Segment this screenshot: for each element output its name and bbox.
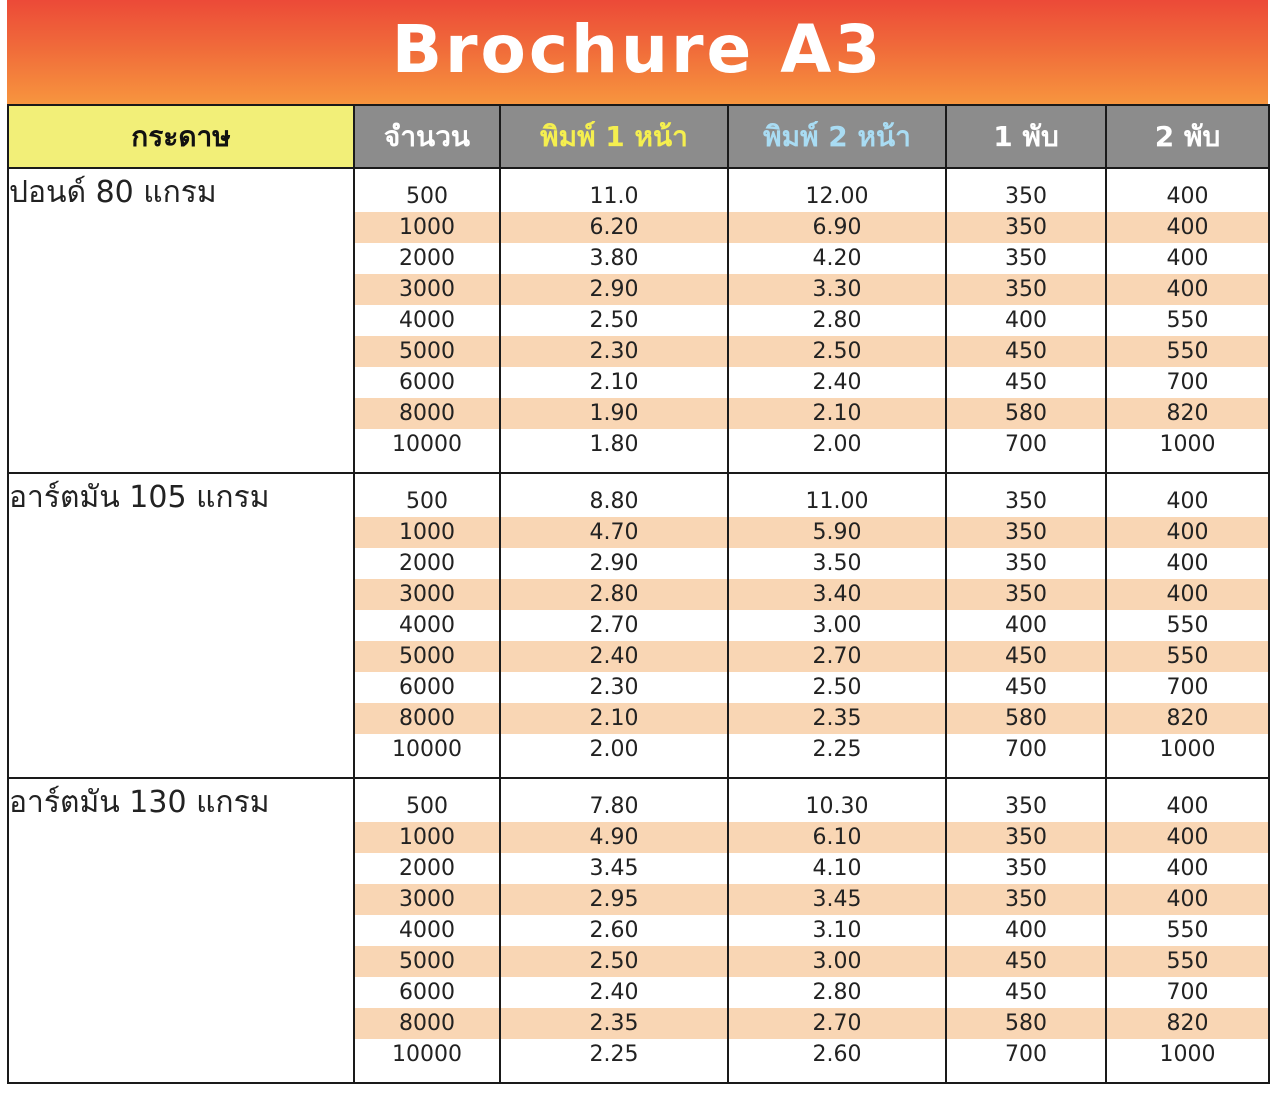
quantity-cell: 3000 (354, 884, 500, 915)
print-one-side-cell: 2.30 (500, 336, 728, 367)
one-fold-cell: 350 (946, 212, 1106, 243)
two-folds-cell: 400 (1106, 168, 1269, 212)
two-folds-cell: 550 (1106, 336, 1269, 367)
print-one-side-cell: 8.80 (500, 473, 728, 517)
quantity-cell: 5000 (354, 946, 500, 977)
print-two-sides-cell: 3.30 (728, 274, 946, 305)
two-folds-cell: 550 (1106, 641, 1269, 672)
quantity-cell: 6000 (354, 367, 500, 398)
one-fold-cell: 400 (946, 305, 1106, 336)
print-two-sides-cell: 2.80 (728, 305, 946, 336)
print-one-side-cell: 2.40 (500, 641, 728, 672)
print-one-side-cell: 2.10 (500, 703, 728, 734)
print-one-side-cell: 11.0 (500, 168, 728, 212)
print-two-sides-cell: 6.90 (728, 212, 946, 243)
quantity-cell: 500 (354, 473, 500, 517)
two-folds-cell: 400 (1106, 884, 1269, 915)
print-two-sides-cell: 6.10 (728, 822, 946, 853)
one-fold-cell: 450 (946, 672, 1106, 703)
one-fold-cell: 350 (946, 579, 1106, 610)
one-fold-cell: 450 (946, 336, 1106, 367)
quantity-cell: 4000 (354, 305, 500, 336)
print-one-side-cell: 2.25 (500, 1039, 728, 1083)
two-folds-cell: 400 (1106, 517, 1269, 548)
header-row (8, 105, 1269, 168)
print-one-side-cell: 6.20 (500, 212, 728, 243)
one-fold-cell: 450 (946, 367, 1106, 398)
one-fold-cell: 350 (946, 168, 1106, 212)
quantity-cell: 8000 (354, 703, 500, 734)
price-table (7, 104, 1270, 1084)
one-fold-cell: 350 (946, 884, 1106, 915)
quantity-cell: 5000 (354, 641, 500, 672)
one-fold-cell: 350 (946, 274, 1106, 305)
table-row (8, 168, 1269, 212)
print-one-side-cell: 4.70 (500, 517, 728, 548)
two-folds-cell: 400 (1106, 243, 1269, 274)
quantity-cell: 8000 (354, 1008, 500, 1039)
two-folds-cell: 700 (1106, 977, 1269, 1008)
one-fold-cell: 350 (946, 473, 1106, 517)
print-one-side-cell: 7.80 (500, 778, 728, 822)
header-one-fold: 1 พับ (946, 105, 1106, 168)
two-folds-cell: 1000 (1106, 734, 1269, 778)
print-two-sides-cell: 2.70 (728, 1008, 946, 1039)
header-print-one-side: พิมพ์ 1 หน้า (500, 105, 728, 168)
two-folds-cell: 700 (1106, 672, 1269, 703)
header-two-folds: 2 พับ (1106, 105, 1269, 168)
print-one-side-cell: 3.45 (500, 853, 728, 884)
quantity-cell: 3000 (354, 579, 500, 610)
print-one-side-cell: 2.50 (500, 305, 728, 336)
print-two-sides-cell: 10.30 (728, 778, 946, 822)
two-folds-cell: 400 (1106, 853, 1269, 884)
two-folds-cell: 820 (1106, 703, 1269, 734)
print-two-sides-cell: 2.70 (728, 641, 946, 672)
quantity-cell: 5000 (354, 336, 500, 367)
print-one-side-cell: 1.80 (500, 429, 728, 473)
one-fold-cell: 450 (946, 977, 1106, 1008)
two-folds-cell: 400 (1106, 212, 1269, 243)
two-folds-cell: 400 (1106, 473, 1269, 517)
print-two-sides-cell: 2.10 (728, 398, 946, 429)
two-folds-cell: 550 (1106, 946, 1269, 977)
quantity-cell: 3000 (354, 274, 500, 305)
two-folds-cell: 820 (1106, 398, 1269, 429)
one-fold-cell: 580 (946, 398, 1106, 429)
print-one-side-cell: 4.90 (500, 822, 728, 853)
quantity-cell: 2000 (354, 243, 500, 274)
one-fold-cell: 700 (946, 429, 1106, 473)
two-folds-cell: 550 (1106, 915, 1269, 946)
print-one-side-cell: 2.70 (500, 610, 728, 641)
print-two-sides-cell: 2.50 (728, 336, 946, 367)
print-one-side-cell: 2.95 (500, 884, 728, 915)
quantity-cell: 4000 (354, 915, 500, 946)
print-two-sides-cell: 2.40 (728, 367, 946, 398)
print-one-side-cell: 2.10 (500, 367, 728, 398)
print-two-sides-cell: 2.80 (728, 977, 946, 1008)
one-fold-cell: 580 (946, 1008, 1106, 1039)
paper-type-cell: ปอนด์ 80 แกรม (8, 168, 354, 473)
two-folds-cell: 550 (1106, 610, 1269, 641)
two-folds-cell: 400 (1106, 822, 1269, 853)
two-folds-cell: 400 (1106, 778, 1269, 822)
print-two-sides-cell: 4.20 (728, 243, 946, 274)
quantity-cell: 500 (354, 168, 500, 212)
quantity-cell: 1000 (354, 212, 500, 243)
one-fold-cell: 400 (946, 610, 1106, 641)
print-one-side-cell: 2.30 (500, 672, 728, 703)
one-fold-cell: 350 (946, 548, 1106, 579)
print-two-sides-cell: 11.00 (728, 473, 946, 517)
two-folds-cell: 400 (1106, 548, 1269, 579)
one-fold-cell: 700 (946, 734, 1106, 778)
quantity-cell: 10000 (354, 734, 500, 778)
print-two-sides-cell: 3.40 (728, 579, 946, 610)
one-fold-cell: 450 (946, 641, 1106, 672)
print-two-sides-cell: 2.50 (728, 672, 946, 703)
print-one-side-cell: 2.40 (500, 977, 728, 1008)
table-row (8, 778, 1269, 822)
two-folds-cell: 550 (1106, 305, 1269, 336)
print-two-sides-cell: 2.25 (728, 734, 946, 778)
print-one-side-cell: 2.00 (500, 734, 728, 778)
title-banner (7, 0, 1268, 104)
quantity-cell: 2000 (354, 548, 500, 579)
one-fold-cell: 400 (946, 915, 1106, 946)
quantity-cell: 2000 (354, 853, 500, 884)
quantity-cell: 6000 (354, 672, 500, 703)
two-folds-cell: 400 (1106, 274, 1269, 305)
print-one-side-cell: 1.90 (500, 398, 728, 429)
print-one-side-cell: 2.35 (500, 1008, 728, 1039)
one-fold-cell: 350 (946, 778, 1106, 822)
print-two-sides-cell: 2.35 (728, 703, 946, 734)
one-fold-cell: 350 (946, 243, 1106, 274)
two-folds-cell: 1000 (1106, 429, 1269, 473)
quantity-cell: 10000 (354, 1039, 500, 1083)
one-fold-cell: 350 (946, 853, 1106, 884)
quantity-cell: 6000 (354, 977, 500, 1008)
header-quantity: จำนวน (354, 105, 500, 168)
two-folds-cell: 820 (1106, 1008, 1269, 1039)
one-fold-cell: 580 (946, 703, 1106, 734)
quantity-cell: 1000 (354, 517, 500, 548)
quantity-cell: 10000 (354, 429, 500, 473)
quantity-cell: 4000 (354, 610, 500, 641)
print-one-side-cell: 2.50 (500, 946, 728, 977)
print-two-sides-cell: 3.50 (728, 548, 946, 579)
two-folds-cell: 700 (1106, 367, 1269, 398)
print-one-side-cell: 2.90 (500, 274, 728, 305)
print-one-side-cell: 3.80 (500, 243, 728, 274)
print-two-sides-cell: 3.00 (728, 946, 946, 977)
paper-type-cell: อาร์ตมัน 130 แกรม (8, 778, 354, 1083)
one-fold-cell: 350 (946, 517, 1106, 548)
one-fold-cell: 350 (946, 822, 1106, 853)
two-folds-cell: 400 (1106, 579, 1269, 610)
header-paper: กระดาษ (8, 105, 354, 168)
two-folds-cell: 1000 (1106, 1039, 1269, 1083)
header-print-two-sides: พิมพ์ 2 หน้า (728, 105, 946, 168)
print-two-sides-cell: 3.00 (728, 610, 946, 641)
print-two-sides-cell: 3.10 (728, 915, 946, 946)
print-one-side-cell: 2.80 (500, 579, 728, 610)
print-two-sides-cell: 5.90 (728, 517, 946, 548)
quantity-cell: 1000 (354, 822, 500, 853)
print-two-sides-cell: 4.10 (728, 853, 946, 884)
print-one-side-cell: 2.90 (500, 548, 728, 579)
paper-type-cell: อาร์ตมัน 105 แกรม (8, 473, 354, 778)
print-two-sides-cell: 2.60 (728, 1039, 946, 1083)
print-two-sides-cell: 3.45 (728, 884, 946, 915)
quantity-cell: 500 (354, 778, 500, 822)
table-row (8, 473, 1269, 517)
print-two-sides-cell: 12.00 (728, 168, 946, 212)
quantity-cell: 8000 (354, 398, 500, 429)
page-title: Brochure A3 (391, 10, 884, 88)
one-fold-cell: 700 (946, 1039, 1106, 1083)
print-one-side-cell: 2.60 (500, 915, 728, 946)
one-fold-cell: 450 (946, 946, 1106, 977)
print-two-sides-cell: 2.00 (728, 429, 946, 473)
